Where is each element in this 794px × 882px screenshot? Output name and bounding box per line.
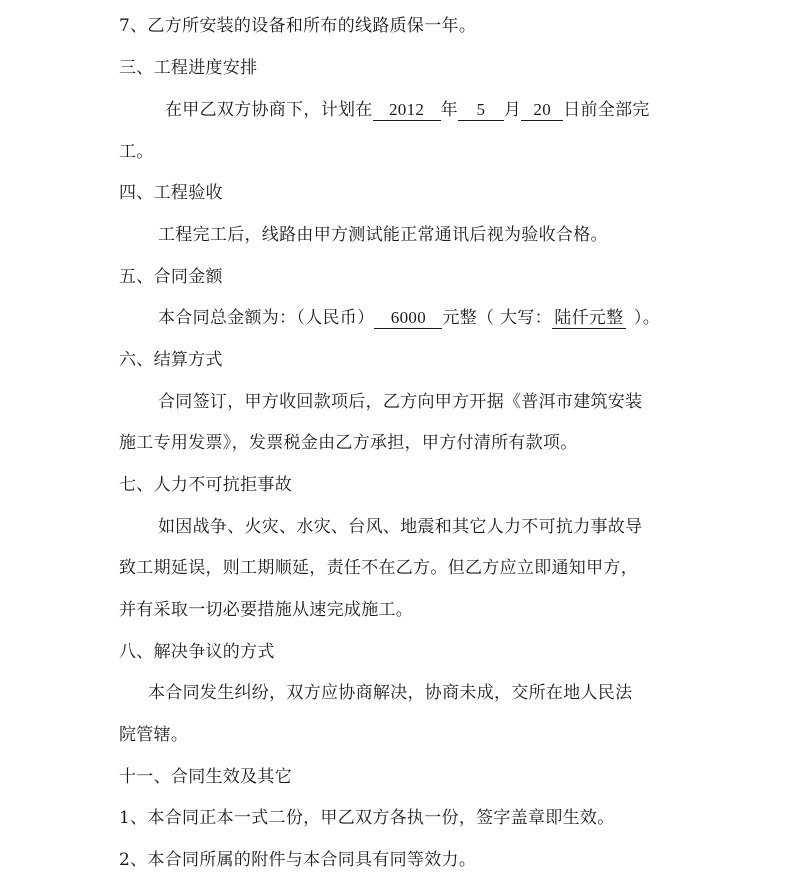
section-heading-settlement: 六、结算方式 <box>119 350 223 370</box>
schedule-suffix: 日前全部完 <box>563 100 650 120</box>
contract-amount-uppercase: 陆仟元整 <box>552 308 626 329</box>
month-unit: 月 <box>503 100 522 120</box>
effectiveness-item-1: 1、本合同正本一式二份，甲乙双方各执一份，签字盖章即生效。 <box>119 808 615 828</box>
amount-prefix: 本合同总金额为：（人民币） <box>158 308 375 328</box>
clause-7-warranty: 7、乙方所安装的设备和所布的线路质保一年。 <box>119 16 477 36</box>
amount-mid: 元整（ 大写： <box>442 308 552 328</box>
section-heading-schedule: 三、工程进度安排 <box>119 58 258 78</box>
schedule-paragraph-end: 工。 <box>119 142 154 162</box>
force-majeure-line-1: 如因战争、火灾、水灾、台风、地震和其它人力不可抗力事故导 <box>158 517 643 537</box>
force-majeure-line-2: 致工期延误，则工期顺延，责任不在乙方。但乙方应立即通知甲方， <box>119 558 638 578</box>
section-heading-acceptance: 四、工程验收 <box>119 183 223 203</box>
schedule-prefix: 在甲乙双方协商下，计划在 <box>165 100 373 120</box>
contract-amount: 6000 <box>374 308 442 329</box>
completion-month: 5 <box>458 100 504 121</box>
dispute-paragraph-line-1: 本合同发生纠纷，双方应协商解决，协商未成，交所在地人民法 <box>148 683 633 703</box>
force-majeure-line-3: 并有采取一切必要措施从速完成施工。 <box>119 600 414 620</box>
year-unit: 年 <box>440 100 458 120</box>
settlement-paragraph-line-1: 合同签订，甲方收回款项后，乙方向甲方开据《普洱市建筑安装 <box>158 392 643 412</box>
effectiveness-item-2: 2、本合同所属的附件与本合同具有同等效力。 <box>119 850 477 870</box>
settlement-paragraph-line-2: 施工专用发票》，发票税金由乙方承担，甲方付清所有款项。 <box>119 433 578 453</box>
schedule-paragraph <box>165 98 650 122</box>
completion-day: 20 <box>521 100 563 121</box>
amount-suffix: ）。 <box>633 308 661 328</box>
section-heading-amount: 五、合同金额 <box>119 267 223 287</box>
section-heading-force-majeure: 七、人力不可抗拒事故 <box>119 475 292 495</box>
amount-paragraph <box>158 306 660 330</box>
section-heading-effectiveness: 十一、合同生效及其它 <box>119 767 292 787</box>
completion-year: 2012 <box>373 100 441 121</box>
acceptance-paragraph: 工程完工后，线路由甲方测试能正常通讯后视为验收合格。 <box>158 225 608 245</box>
section-heading-dispute: 八、解决争议的方式 <box>119 642 275 662</box>
dispute-paragraph-line-2: 院管辖。 <box>119 725 189 745</box>
